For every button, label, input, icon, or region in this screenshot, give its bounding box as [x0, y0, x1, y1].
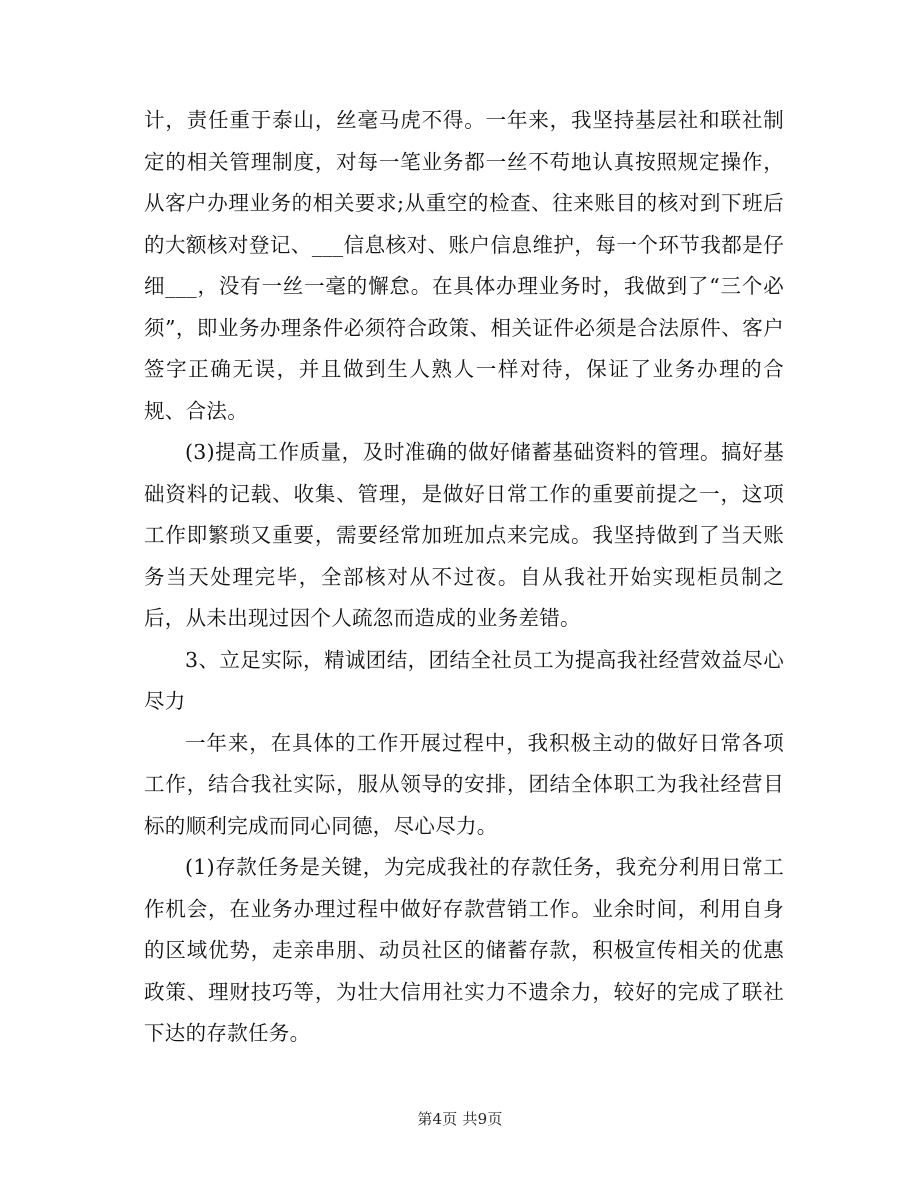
page-number-footer: 第4页 共9页	[417, 1110, 503, 1128]
paragraph-item-3: (3)提高工作质量，及时准确的做好储蓄基础资料的管理。搞好基础资料的记载、收集、管理，是做好日常工作的重要前提之一，这项工作即繁琐又重要，需要经常加班加点来完成。我坚持做到了当天账务当天处理完毕，全部核对从不过夜。自从我社开始实现柜员制之后，从未出现过因个人疏忽而造成的业务差错。	[144, 440, 784, 630]
document-body	[144, 100, 784, 1055]
paragraph-continuation: 计，责任重于泰山，丝毫马虎不得。一年来，我坚持基层社和联社制定的相关管理制度，对每一笔业务都一丝不苟地认真按照规定操作，从客户办理业务的相关要求;从重空的检查、往来账目的核对到下班后的大额核对登记、___信息核对、账户信息维护，每一个环节我都是仔细___，没有一丝一毫的懈怠。在具体办理业务时，我做到了“三个必须”，即业务办理条件必须符合政策、相关证件必须是合法原件、客户签字正确无误，并且做到生人熟人一样对待，保证了业务办理的合规、合法。	[144, 108, 784, 423]
paragraph-item-1: (1)存款任务是关键，为完成我社的存款任务，我充分利用日常工作机会，在业务办理过程中做好存款营销工作。业余时间，利用自身的区域优势，走亲串朋、动员社区的储蓄存款，积极宣传相关的优惠政策、理财技巧等，为壮大信用社实力不遗余力，较好的完成了联社下达的存款任务。	[144, 855, 784, 1045]
paragraph-summary: 一年来，在具体的工作开展过程中，我积极主动的做好日常各项工作，结合我社实际，服从领导的安排，团结全体职工为我社经营目标的顺利完成而同心同德，尽心尽力。	[144, 730, 784, 838]
section-heading-3: 3、立足实际，精诚团结，团结全社员工为提高我社经营效益尽心尽力	[144, 647, 784, 713]
